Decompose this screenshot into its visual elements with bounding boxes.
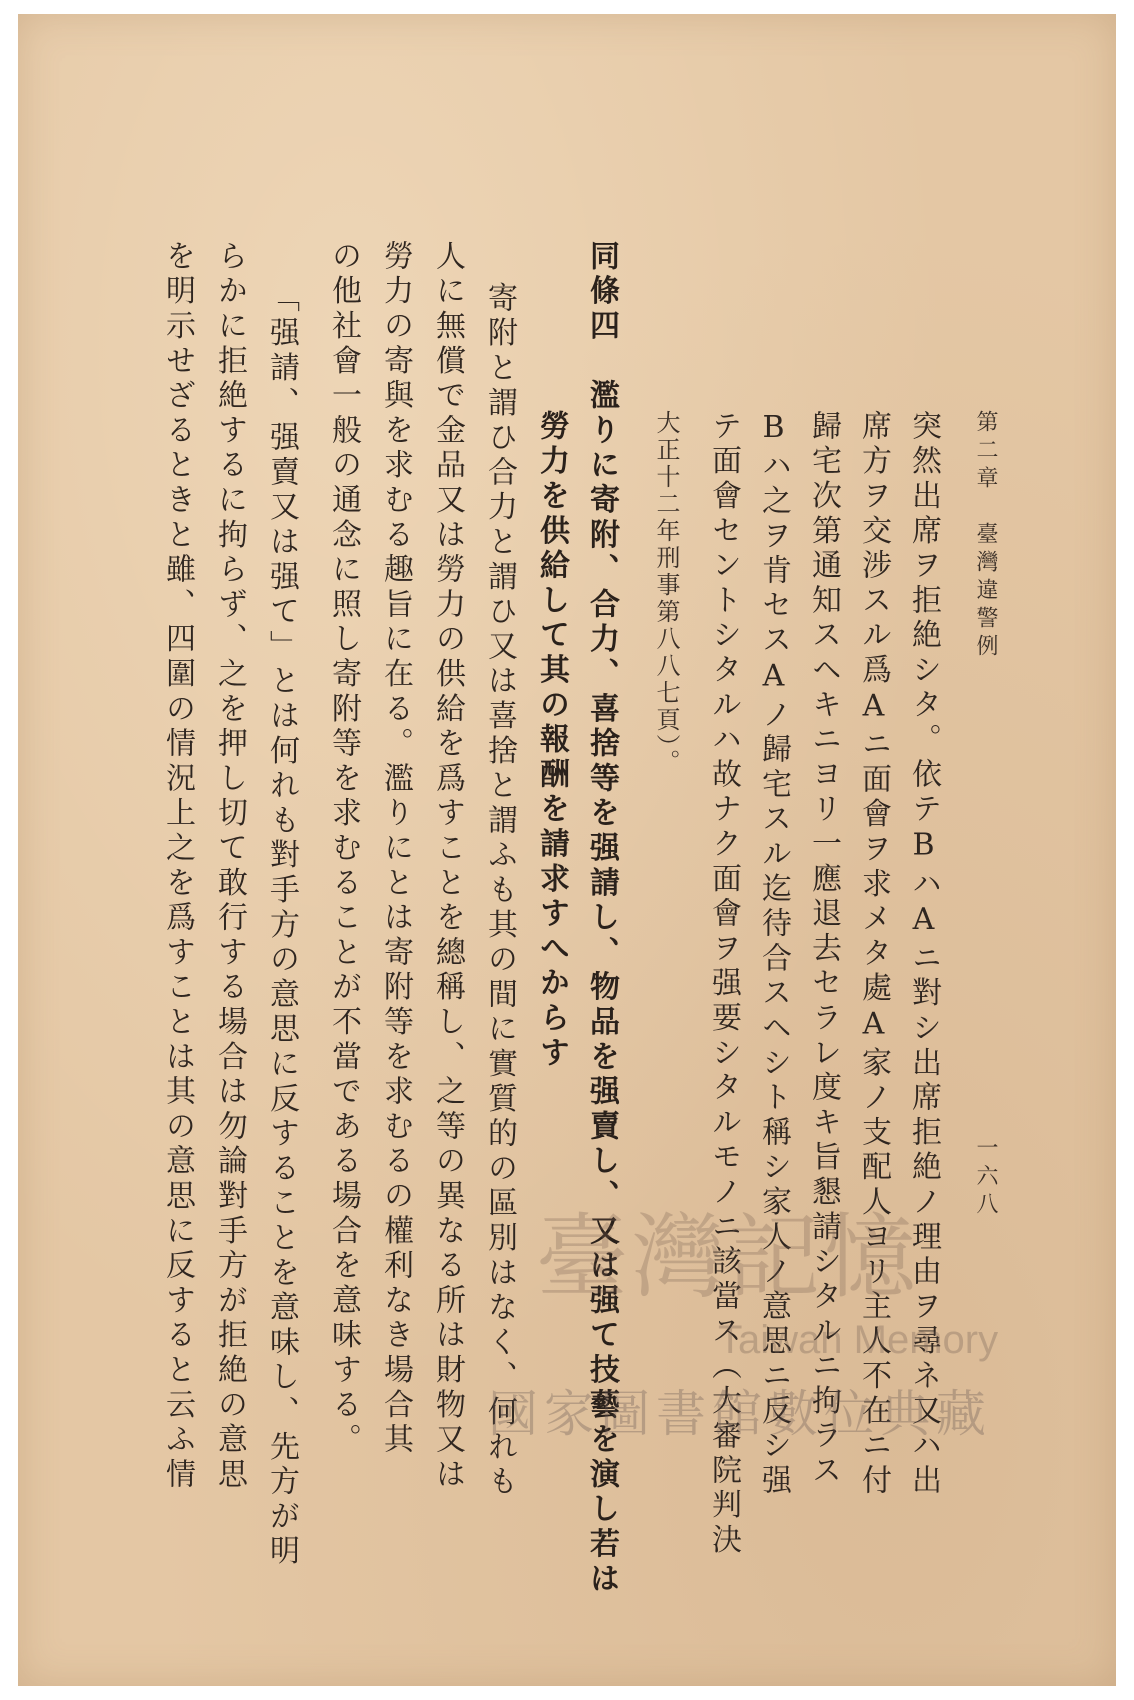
text-column: 席方ヲ交涉スル爲Aニ面會ヲ求メタ處A家ノ支配人ヨリ主人不在ニ付 <box>856 410 891 1499</box>
text-column: Bハ之ヲ肯セスAノ歸宅スル迄待合スヘシト稱シ家人ノ意思ニ反シ强 <box>756 410 791 1499</box>
watermark-library: 國家圖書館數位典藏 <box>488 1385 992 1443</box>
page-number: 一六八 <box>973 1136 998 1220</box>
text-column: 勞力の寄與を求むる趣旨に在る。濫りにとは寄附等を求むるの權利なき場合其 <box>378 240 413 1458</box>
text-column: 人に無償で金品又は勞力の供給を爲すことを總稱し、之等の異なる所は財物又は <box>430 240 465 1493</box>
text-column: らかに拒絶するに拘らず、之を押し切て敢行する場合は勿論對手方が拒絶の意思 <box>212 240 247 1493</box>
text-column: を明示せざるときと雖、四圍の情況上之を爲すことは其の意思に反すると云ふ情 <box>160 240 195 1493</box>
text-column: テ面會セントシタルハ故ナク面會ヲ强要シタルモノニ該當ス（大審院判決 <box>706 410 741 1559</box>
text-column: 寄附と謂ひ合力と謂ひ又は喜捨と謂ふも其の間に實質的の區別はなく、何れも <box>482 282 517 1500</box>
chapter-header: 第二章 臺灣違警例 <box>973 410 998 662</box>
text-column: 歸宅次第通知スヘキニヨリ一應退去セラレ度キ旨懇請シタルニ拘ラス <box>806 410 841 1489</box>
text-column: 突然出席ヲ拒絶シタ。依テBハAニ對シ出席拒絶ノ理由ヲ尋ネ又ハ出 <box>906 410 941 1499</box>
text-column: の他社會一般の通念に照し寄附等を求むることが不當である場合を意味する。 <box>326 240 361 1458</box>
text-column: 「强請、强賣又は强て」とは何れも對手方の意思に反することを意味し、先方が明 <box>264 282 299 1570</box>
article-heading-continued: 勞力を供給して其の報酬を請求すへからす <box>534 410 569 1072</box>
watermark-english: Taiwan Memory <box>718 1318 999 1362</box>
citation-column: 大正十二年刑事第八八七頁）。 <box>652 410 680 776</box>
book-page <box>18 14 1116 1686</box>
watermark-seal: 臺灣記憶 <box>536 1204 921 1311</box>
article-heading: 同條四 濫りに寄附、合力、喜捨等を强請し、物品を强賣し、又は强て技藝を演し若は <box>584 240 619 1598</box>
